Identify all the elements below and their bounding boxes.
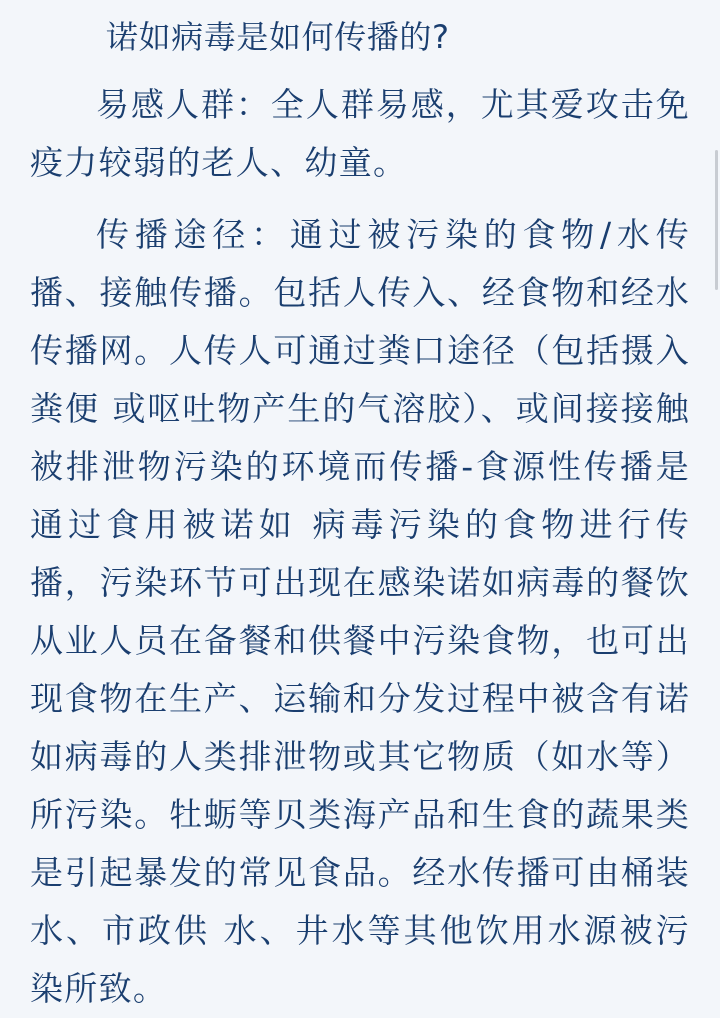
susceptible-population-paragraph: 易感人群：全人群易感，尤其爱攻击免疫力较弱的老人、幼童。 — [30, 85, 690, 182]
article-title: 诺如病毒是如何传播的? — [106, 18, 450, 56]
transmission-route-paragraph: 传播途径：通过被污染的食物/水传播、接触传播。包括人传入、经食物和经水传播网。人传人可通过粪口途径（包括摄入粪便 或呕吐物产生的气溶胶）、或间接接触被排泄物污染的环境而传播-食源性传播是通过食用被诺如 病毒污染的食物进行传播，污染环节可出现在感染诺如病毒的餐饮从业人员在备餐和供餐中污染食物，也可出现食物在生产、运输和分发过程中被含有诺如病毒的人类排泄物或其它物质（如水等） 所污染。牡蛎等贝类海产品和生食的蔬果类是引起暴发的常见食品。经水传播可由桶装水、市政供 水、井水等其他饮用水源被污染所致。 — [30, 215, 690, 1008]
scrollbar[interactable] — [715, 150, 718, 290]
